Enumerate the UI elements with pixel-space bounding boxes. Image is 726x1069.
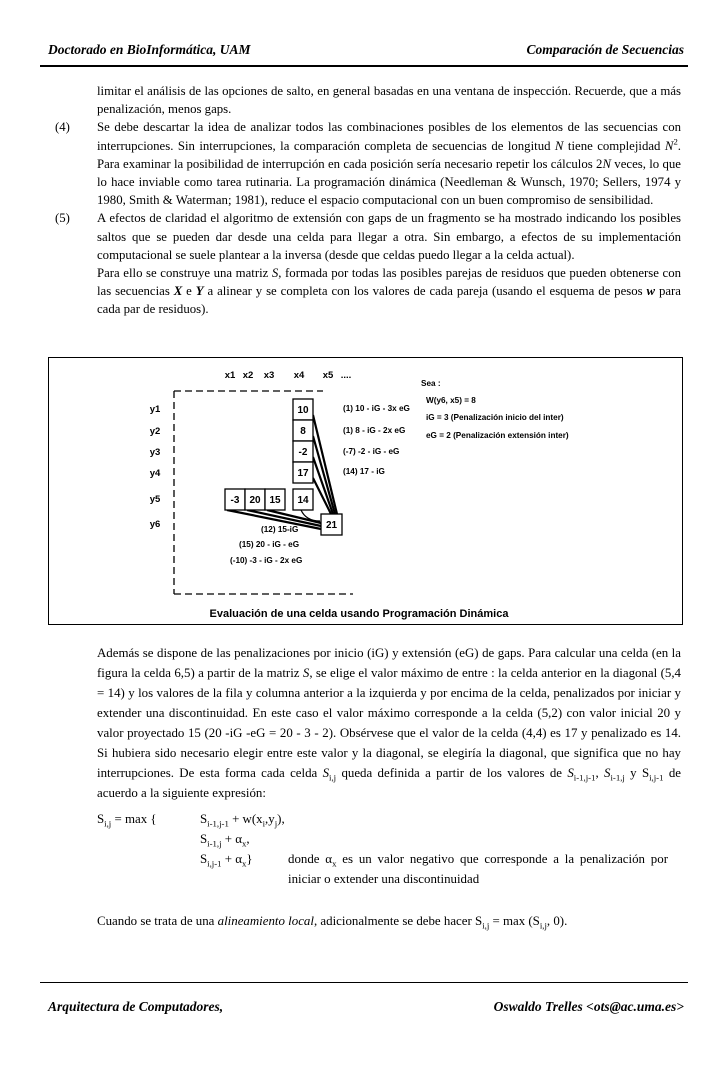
row-label: y3 <box>149 447 161 458</box>
row-label: y2 <box>149 426 161 437</box>
column-label: .... <box>340 370 352 381</box>
column-label: x3 <box>263 370 275 381</box>
list-item-5 <box>55 209 681 318</box>
list-item-4 <box>55 118 681 209</box>
matrix-cell-value: -3 <box>230 495 240 506</box>
header-rule <box>40 65 688 67</box>
legend-text: iG = 3 (Penalización inicio del inter) <box>426 413 564 422</box>
item-number-4: (4) <box>55 120 70 135</box>
matrix-cell-value: 14 <box>297 495 309 506</box>
formula-block <box>97 809 681 895</box>
annotation-text: (12) 15-iG <box>261 525 299 534</box>
formula-row-1: $S_{i-1,j-1} + w(x_i,y_j)$, <box>200 812 285 829</box>
matrix-cell-value: 21 <box>325 520 338 531</box>
item-5-paragraph-1: A efectos de claridad el algoritmo de extensión con gaps de un fragmento se ha mostrado indicando los posibles saltos que se pueden dar desde una celda para llegar a otra. Sin embargo, a efectos de su implementación computacional se suele plantear a la inversa (desde que celdas puedo llegar a la celda actual). <box>97 211 681 262</box>
column-label: x2 <box>242 370 254 381</box>
body-text-upper <box>55 82 681 319</box>
header-left-title: Doctorado en BioInformática, UAM <box>48 42 251 57</box>
row-label: y6 <box>149 519 161 530</box>
intro-paragraph: limitar el análisis de las opciones de salto, en general basadas en una ventana de inspección. Recuerde, que a más penalización, menos gaps. <box>97 84 681 117</box>
figure-box <box>48 357 683 625</box>
column-label: x1 <box>224 370 236 381</box>
matrix-cell-value: 17 <box>297 468 309 479</box>
row-label: y1 <box>149 404 161 415</box>
annotation-text: (15) 20 - iG - eG <box>239 540 300 549</box>
item-number-5: (5) <box>55 211 70 226</box>
legend-text: W(y6, x5) = 8 <box>426 396 476 405</box>
matrix-cell-value: -2 <box>298 447 308 458</box>
formula-row-2: $S_{i-1,j} + \alpha_x$, <box>200 832 250 849</box>
formula-note: donde $\alpha_x$ es un valor negativo que corresponde a la penalización por iniciar o extender una discontinuidad <box>288 852 668 886</box>
closing-paragraph: Cuando se trata de una alineamiento local, adicionalmente se debe hacer $S_{i,j} = \max (S_{i,j}$, 0). <box>97 914 568 931</box>
footer-right-text: Oswaldo Trelles <ots@ac.uma.es> <box>493 999 684 1014</box>
annotation-text: (-10) -3 - iG - 2x eG <box>230 556 303 565</box>
matrix-cell-value: 15 <box>269 495 281 506</box>
legend-text: Sea : <box>421 379 441 388</box>
page-header <box>48 42 684 58</box>
figure-caption: Evaluación de una celda usando Programación Dinámica <box>209 608 509 620</box>
annotation-text: (14) 17 - iG <box>343 467 385 476</box>
row-label: y5 <box>149 494 161 505</box>
item-5-paragraph-2: Para ello se construye una matriz S, formada por todas las posibles parejas de residuos que pueden obtenerse con las secuencias X e Y a alinear y se completa con los valores de cada pareja (usando el esquema de pesos w para cada par de residuos). <box>97 266 681 317</box>
dynamic-programming-figure <box>49 358 682 624</box>
body-text-lower <box>97 643 681 931</box>
after-figure-paragraph: Además se dispone de las penalizaciones por inicio (iG) y extensión (eG) de gaps. Para calcular una celda (en la figura la celda 6,5) a partir de la matriz S, se elige el valor máximo de entre : la celda anterior en la diagonal (5,4 = 14) y los valores de la fila y columna anterior a la izquierda y por encima de la celda, penalizados por iniciar y extender una discontinuidad. En este caso el valor máximo corresponde a la celda (5,2) con valor inicial 20 y valor proyectado 15 (20 -iG -eG = 20 - 3 - 2). Obsérvese que el valor de la celda (4,4) es 17 y penalizado es 14. Si hubiera sido necesario elegir entre este valor y la diagonal, se elegiría la diagonal, que significa que no hay interrupciones. De esta forma cada celda $S_{i,j}$ queda definida a partir de los valores de $S_{i-1,j-1}$, $S_{i-1,j}$ y $S_{i,j-1}$ de acuerdo a la siguiente expresión: <box>97 646 681 800</box>
matrix-cell-value: 8 <box>300 426 306 437</box>
column-label: x5 <box>322 370 334 381</box>
header-right-title: Comparación de Secuencias <box>526 42 684 57</box>
footer-rule <box>40 982 688 983</box>
annotation-text: (1) 10 - iG - 3x eG <box>343 404 410 413</box>
column-label: x4 <box>293 370 305 381</box>
row-label: y4 <box>149 468 161 479</box>
footer-left-text: Arquitectura de Computadores, <box>48 999 224 1014</box>
annotation-text: (-7) -2 - iG - eG <box>343 447 400 456</box>
formula-row-3: $S_{i,j-1} + \alpha_x$} <box>200 852 253 869</box>
annotation-text: (1) 8 - iG - 2x eG <box>343 426 406 435</box>
legend-text: eG = 2 (Penalización extensión inter) <box>426 431 569 440</box>
projection-line <box>247 510 321 526</box>
matrix-cell-value: 10 <box>297 405 309 416</box>
item-4-paragraph: Se debe descartar la idea de analizar todos las combinaciones posibles de los elementos de las secuencias con interrupciones. Sin interrupciones, la comparación completa de secuencias de longitud N tiene complejidad $N^2$. Para examinar la posibilidad de interrupción en cada posición sería necesario repetir los cálculos 2N veces, lo que lo hace inviable como tarea rutinaria. La programación dinámica (Needleman & Wunsch, 1970; Sellers, 1974 y 1980, Smith & Waterman; 1981), reduce el espacio computacional con un buen compromiso de sensibilidad. <box>97 120 681 208</box>
page-footer <box>48 999 684 1015</box>
matrix-cell-value: 20 <box>249 495 261 506</box>
formula-lhs: $S_{i,j} = \max$ { <box>97 812 157 829</box>
